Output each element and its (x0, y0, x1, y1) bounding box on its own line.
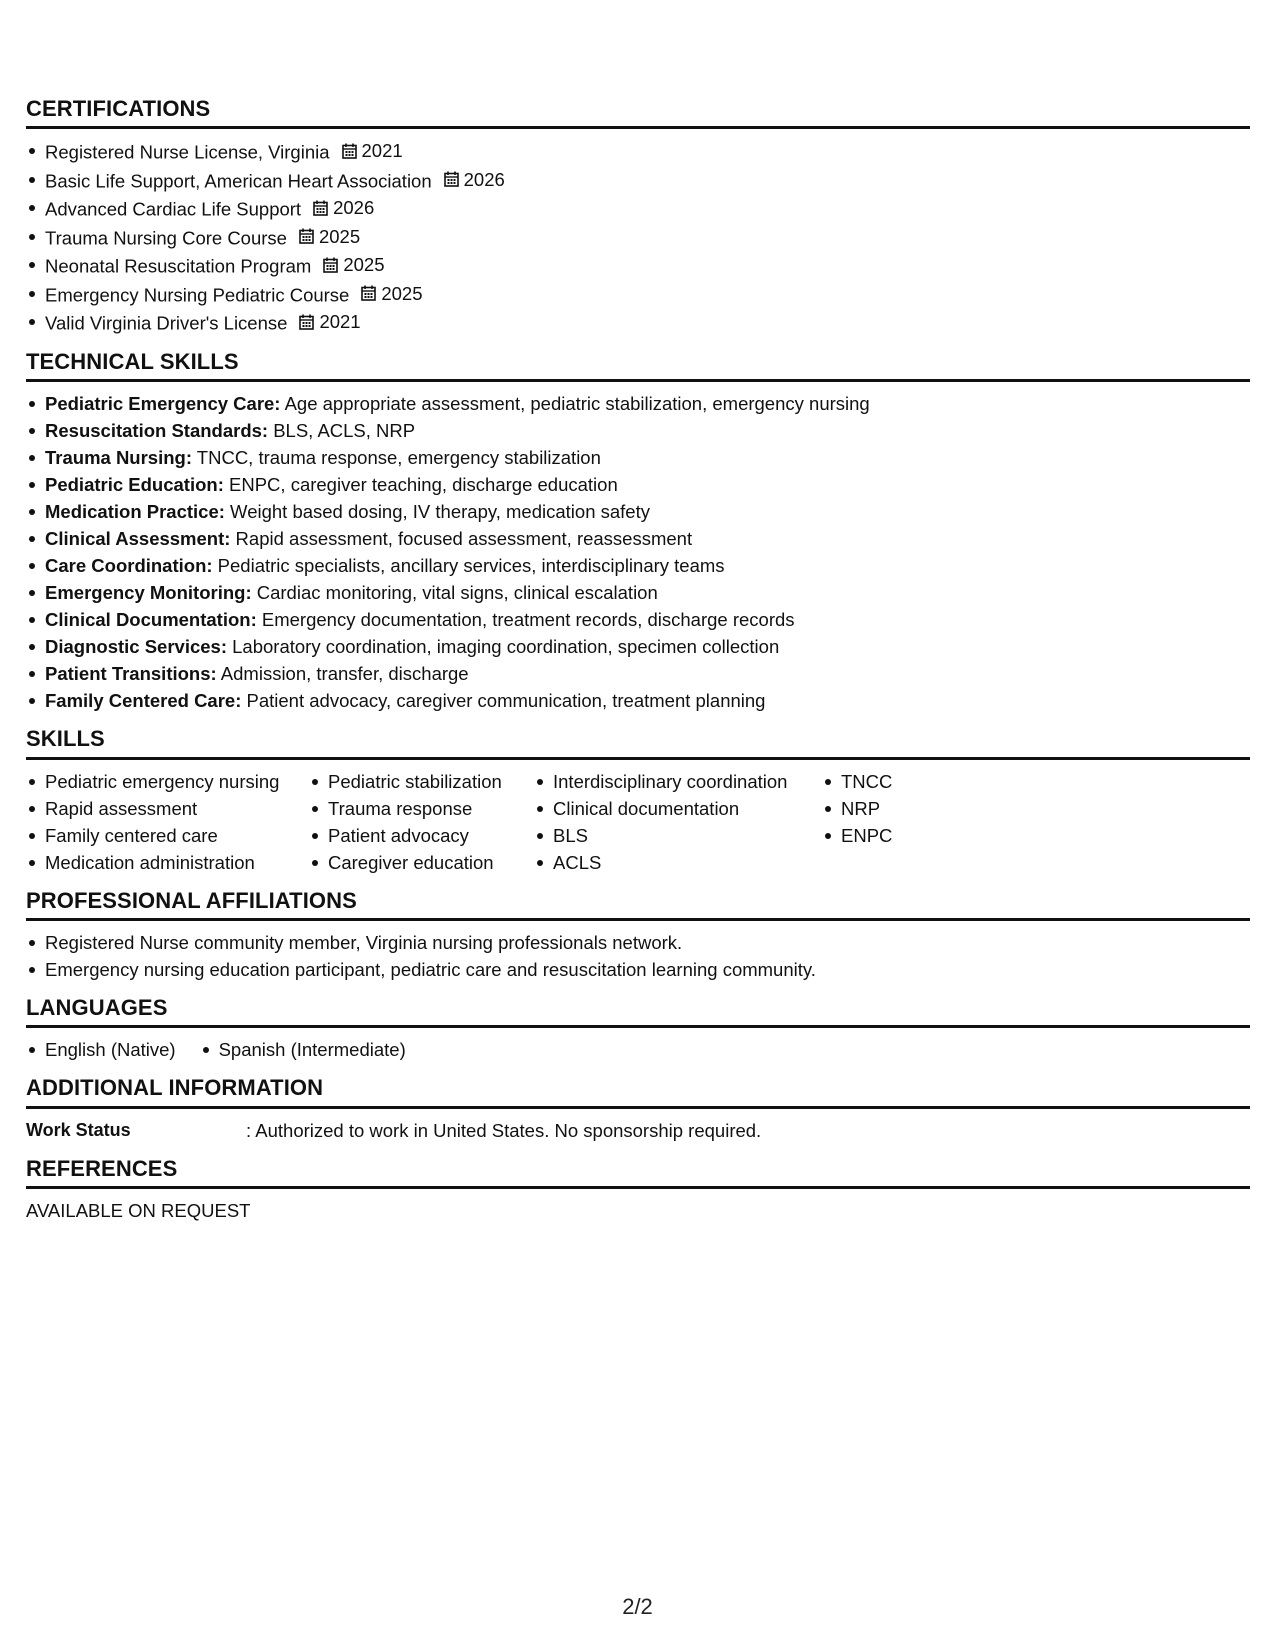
technical-skill-item (26, 606, 1250, 633)
certification-year: 2026 (463, 168, 505, 190)
technical-skill-text: Age appropriate assessment, pediatric stabilization, emergency nursing (280, 393, 870, 415)
references-title: REFERENCES (26, 1156, 1250, 1189)
calendar-icon (299, 314, 314, 330)
technical-skill-text: Pediatric specialists, ancillary services, interdisciplinary teams (212, 555, 725, 577)
technical-skill-item (26, 633, 1250, 660)
affiliations-list (26, 929, 1250, 983)
additional-info-section (26, 1075, 1250, 1143)
technical-skill-text: Rapid assessment, focused assessment, reassessment (230, 528, 693, 550)
technical-skill-text: TNCC, trauma response, emergency stabilization (192, 447, 601, 469)
affiliation-item: Emergency nursing education participant, pediatric care and resuscitation learning community. (26, 956, 1250, 983)
calendar-icon (313, 200, 328, 216)
technical-skills-section (26, 349, 1250, 714)
certification-item (26, 194, 1250, 223)
certification-year: 2025 (343, 254, 385, 276)
additional-info-title: ADDITIONAL INFORMATION (26, 1075, 1250, 1108)
skills-column (309, 768, 534, 876)
skills-column (534, 768, 822, 876)
certification-year: 2026 (333, 197, 375, 219)
technical-skill-item (26, 660, 1250, 687)
skills-title: SKILLS (26, 726, 1250, 759)
affiliation-item: Registered Nurse community member, Virginia nursing professionals network. (26, 929, 1250, 956)
calendar-icon (444, 171, 459, 187)
certification-name: Trauma Nursing Core Course (45, 227, 287, 249)
skill-item: Pediatric emergency nursing (26, 768, 309, 795)
technical-skill-label: Clinical Documentation: (45, 609, 257, 631)
language-item: Spanish (Intermediate) (200, 1036, 406, 1063)
resume-page (26, 96, 1250, 1236)
skills-section (26, 726, 1250, 875)
technical-skill-label: Emergency Monitoring: (45, 582, 252, 604)
references-section (26, 1156, 1250, 1224)
technical-skill-item (26, 471, 1250, 498)
technical-skill-label: Diagnostic Services: (45, 636, 227, 658)
technical-skill-label: Trauma Nursing: (45, 447, 192, 469)
calendar-icon (299, 228, 314, 244)
certification-item (26, 280, 1250, 309)
technical-skills-list (26, 390, 1250, 714)
certification-item (26, 308, 1250, 337)
skill-item: BLS (534, 822, 822, 849)
skill-item: ENPC (822, 822, 972, 849)
page-number: 2/2 (622, 1594, 653, 1619)
skills-column (822, 768, 972, 876)
skill-item: NRP (822, 795, 972, 822)
certifications-section (26, 96, 1250, 337)
technical-skill-label: Family Centered Care: (45, 690, 242, 712)
certification-name: Advanced Cardiac Life Support (45, 198, 302, 220)
technical-skill-text: Admission, transfer, discharge (216, 663, 469, 685)
technical-skill-text: Emergency documentation, treatment records, discharge records (256, 609, 795, 631)
skill-item: Pediatric stabilization (309, 768, 534, 795)
skill-item: Clinical documentation (534, 795, 822, 822)
technical-skill-item (26, 687, 1250, 714)
skill-item: Family centered care (26, 822, 309, 849)
certification-name: Basic Life Support, American Heart Association (45, 170, 432, 192)
certification-item (26, 251, 1250, 280)
affiliations-section (26, 888, 1250, 983)
technical-skill-label: Clinical Assessment: (45, 528, 231, 550)
technical-skill-label: Resuscitation Standards: (45, 420, 269, 442)
certification-name: Neonatal Resuscitation Program (45, 255, 312, 277)
technical-skill-text: Patient advocacy, caregiver communication, treatment planning (241, 690, 766, 712)
work-status-row (26, 1117, 1250, 1144)
certifications-title: CERTIFICATIONS (26, 96, 1250, 129)
technical-skill-item (26, 552, 1250, 579)
technical-skill-item (26, 390, 1250, 417)
certification-year: 2025 (318, 225, 361, 247)
skill-item: Interdisciplinary coordination (534, 768, 822, 795)
certification-year: 2025 (381, 282, 423, 304)
affiliations-title: PROFESSIONAL AFFILIATIONS (26, 888, 1250, 921)
technical-skill-label: Care Coordination: (45, 555, 213, 577)
certification-item (26, 137, 1250, 166)
skill-item: Trauma response (309, 795, 534, 822)
technical-skill-text: ENPC, caregiver teaching, discharge education (223, 474, 618, 496)
language-item: English (Native) (26, 1036, 176, 1063)
technical-skill-text: Laboratory coordination, imaging coordination, specimen collection (227, 636, 780, 658)
references-text: AVAILABLE ON REQUEST (26, 1200, 251, 1222)
technical-skill-label: Patient Transitions: (45, 663, 217, 685)
languages-section (26, 995, 1250, 1063)
technical-skill-item (26, 417, 1250, 444)
calendar-icon (342, 143, 357, 159)
calendar-icon (361, 285, 376, 301)
skills-column (26, 768, 309, 876)
certification-item (26, 166, 1250, 195)
certification-item (26, 223, 1250, 252)
languages-title: LANGUAGES (26, 995, 1250, 1028)
technical-skill-item (26, 444, 1250, 471)
skill-item: ACLS (534, 849, 822, 876)
work-status-value: : Authorized to work in United States. No sponsorship required. (246, 1119, 762, 1141)
technical-skill-label: Pediatric Emergency Care: (45, 393, 281, 415)
skills-grid (26, 768, 1250, 876)
technical-skill-text: BLS, ACLS, NRP (268, 420, 416, 442)
technical-skill-item (26, 498, 1250, 525)
calendar-icon (323, 257, 338, 273)
technical-skill-item (26, 579, 1250, 606)
certifications-list (26, 137, 1250, 337)
skill-item: Medication administration (26, 849, 309, 876)
skill-item: TNCC (822, 768, 972, 795)
technical-skill-item (26, 525, 1250, 552)
skill-item: Patient advocacy (309, 822, 534, 849)
technical-skills-title: TECHNICAL SKILLS (26, 349, 1250, 382)
certification-year: 2021 (361, 140, 403, 162)
certification-name: Registered Nurse License, Virginia (45, 141, 330, 163)
technical-skill-text: Weight based dosing, IV therapy, medication safety (224, 501, 650, 523)
technical-skill-label: Pediatric Education: (45, 474, 224, 496)
languages-list (26, 1036, 1250, 1063)
work-status-label: Work Status (26, 1119, 131, 1140)
certification-year: 2021 (319, 311, 361, 333)
skill-item: Rapid assessment (26, 795, 309, 822)
skill-item: Caregiver education (309, 849, 534, 876)
technical-skill-label: Medication Practice: (45, 501, 225, 523)
certification-name: Valid Virginia Driver's License (45, 312, 288, 334)
certification-name: Emergency Nursing Pediatric Course (45, 284, 350, 306)
technical-skill-text: Cardiac monitoring, vital signs, clinical escalation (251, 582, 658, 604)
